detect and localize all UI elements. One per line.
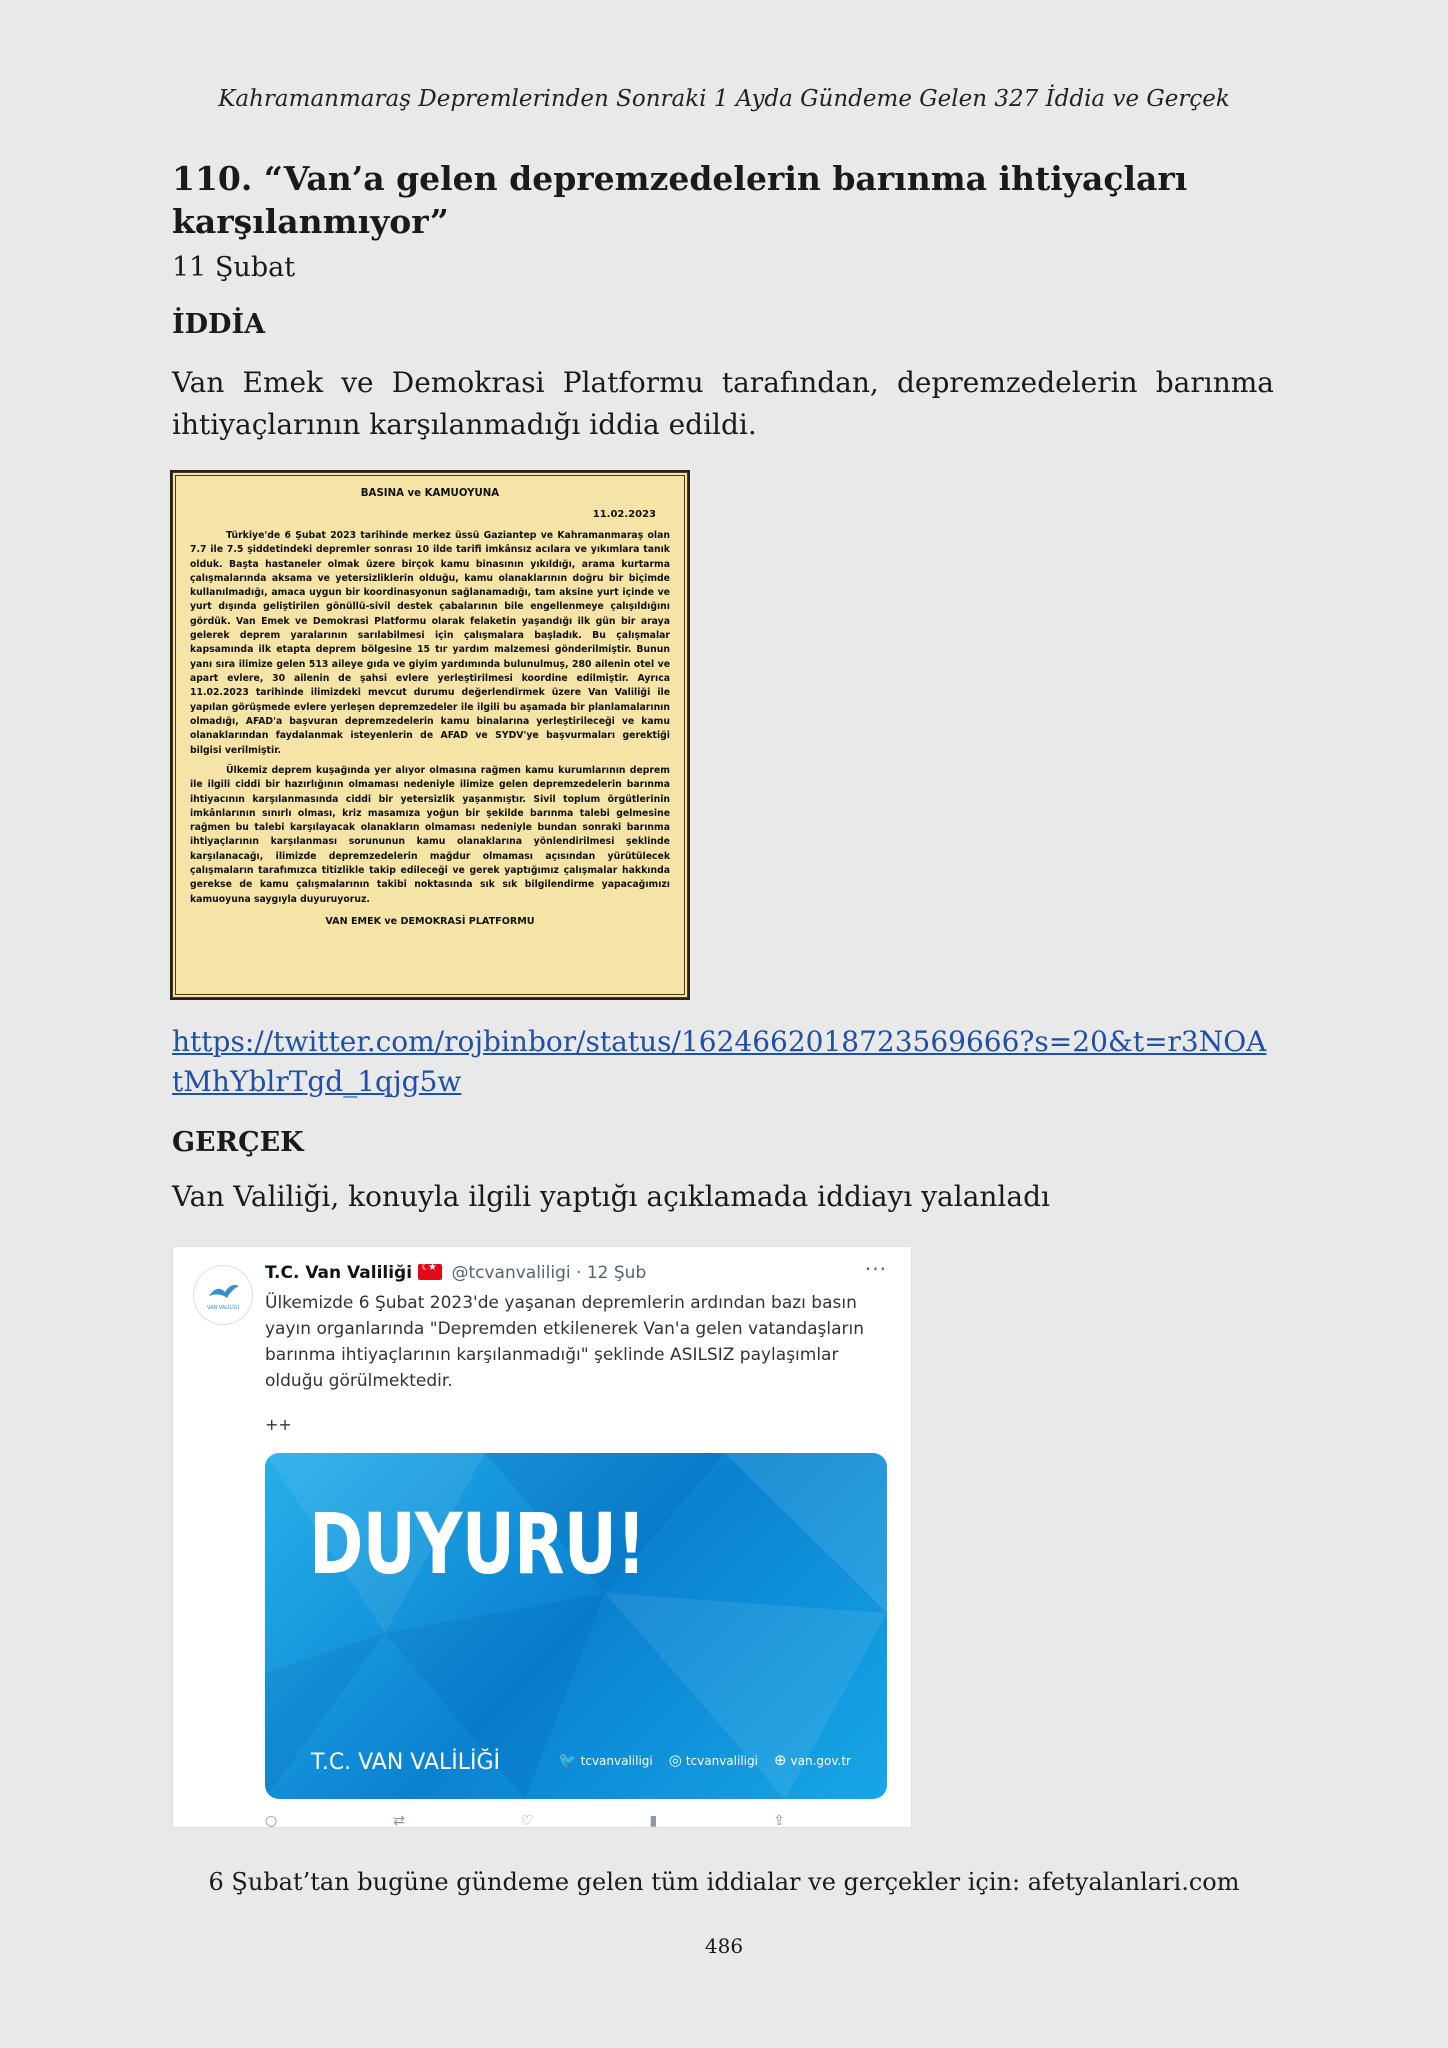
tweet-screenshot	[172, 1246, 912, 1828]
source-link[interactable]: https://twitter.com/rojbinbor/status/1624662018723569666?s=20&t=r3NOAtMhYblrTgd_1qjg5w	[172, 1024, 1267, 1098]
twitter-bird-icon: 🐦	[557, 1751, 577, 1770]
card-web: ⊕ van.gov.tr	[773, 1751, 851, 1770]
press-release-paragraph: Ülkemiz deprem kuşağında yer alıyor olmasına rağmen kamu kurumlarının deprem ile ilgili ciddi bir hazırlığının olmaması nedeniyle ilimize gelen depremzedelerin barınma ihtiyacının karşılanmasında ciddi bir yetersizlik yaşanmıştır. Sivil toplum örgütlerinin imkânlarının sınırlı olması, kriz masamıza yoğun bir şekilde barınma talebi gelmesine rağmen bu talebi karşılayacak olanakların olmaması nedeniyle bundan sonraki barınma ihtiyaçlarının karşılanması sorununun kamu olanaklarına yönlendirilmesi şeklinde karşılanacağı, ilimizde depremzedelerin mağdur olmaması açısından yürütülecek çalışmaların tarafımızca titizlikle takip edileceği ve gerek yaptığımız çalışmalar hakkında gerekse de kamu çalışmalarının takibi noktasında sık sık bilgilendirme yapacağımızı kamuoyuna saygıyla duyuruyoruz.	[190, 764, 670, 905]
fact-text: Van Valiliği, konuyla ilgili yaptığı açıklamada iddiayı yalanladı	[172, 1180, 1050, 1214]
claim-date: 11 Şubat	[172, 251, 296, 283]
reply-icon[interactable]: ○	[265, 1813, 278, 1829]
press-release-date: 11.02.2023	[592, 509, 656, 521]
page-number: 486	[704, 1934, 744, 1958]
stats-icon[interactable]: ▮	[649, 1813, 658, 1829]
instagram-icon: ◎	[668, 1751, 682, 1770]
avatar[interactable]	[193, 1265, 253, 1325]
avatar-text: VAN VALİLİĞİ	[206, 1305, 240, 1312]
globe-icon: ⊕	[773, 1751, 787, 1770]
claim-heading: İDDİA	[172, 308, 266, 340]
card-instagram: ◎ tcvanvaliligi	[668, 1751, 758, 1770]
like-icon[interactable]: ♡	[520, 1813, 534, 1829]
tweet-author-name[interactable]: T.C. Van Valiliği	[265, 1263, 413, 1284]
tweet-actions	[265, 1813, 785, 1828]
press-release-paragraph: Türkiye'de 6 Şubat 2023 tarihinde merkez üssü Gaziantep ve Kahramanmaraş olan 7.7 ile 7.5 şiddetindeki depremler sonrası 10 ilde tarifi imkânsız acılara ve yıkımlara tanık olduk. Başta hastaneler olmak üzere birçok kamu binasının yıkıldığı, arama kurtarma çalışmalarında aksama ve yetersizliklerin olduğu, kamu olanaklarının doğru bir biçimde kullanılmadığı, amaca uygun bir koordinasyonun sağlanamadığı, tam aksine yurt içinde ve yurt dışında geliştirilen gönüllü-sivil destek çabalarının bile engellenmeye çalışıldığını gördük. Van Emek ve Demokrasi Platformu olarak felaketin yaşandığı ilk gün bir araya gelerek deprem yaralarının sarılabilmesi için çalışmalara başladık. Bu çalışmalar kapsamında ilk etapta deprem bölgesine 15 tır yardım malzemesi gönderilmiştir. Bunun yanı sıra ilimize gelen 513 aileye gıda ve giyim yardımında bulunulmuş, 280 ailenin otel ve apart evlere, 30 ailenin de şahsi evlere yerleştirilmesi koordine edilmiştir. Ayrıca 11.02.2023 tarihinde ilimizdeki mevcut durumu değerlendirmek üzere Van Valiliği ile yapılan görüşmede evlere yerleşen depremzedeler ile ilgili bu aşamada bir planlamalarının olmadığı, AFAD'a başvuran depremzedelerin kamu binalarına yerleştirileceği ve kamu olanaklarından faydalanmak isteyenlerin de AFAD ve SYDV'ye başvurmaları gerektiği bilgisi verilmiştir.	[190, 529, 670, 756]
card-footer: T.C. VAN VALİLİĞİ	[311, 1750, 501, 1776]
card-twitter: 🐦 tcvanvaliligi	[557, 1751, 653, 1770]
card-headline: DUYURU!	[309, 1495, 646, 1594]
page-content	[172, 150, 1274, 1828]
press-release-title: BASINA ve KAMUOYUNA	[360, 487, 500, 499]
tweet-text: Ülkemizde 6 Şubat 2023'de yaşanan depremlerin ardından bazı basın yayın organlarında "Depremden etkilenerek Van'a gelen vatandaşların barınma ihtiyaçlarının karşılanmadığı" şeklinde ASILSIZ paylaşımlar olduğu görülmektedir.	[265, 1293, 865, 1391]
tweet-author-handle[interactable]: @tcvanvaliligi	[451, 1263, 571, 1284]
tweet-header	[265, 1263, 646, 1283]
share-icon[interactable]: ⇪	[773, 1813, 785, 1829]
running-header: Kahramanmaraş Depremlerinden Sonraki 1 Ayda Gündeme Gelen 327 İddia ve Gerçek	[218, 86, 1230, 112]
tweet-date[interactable]: · 12 Şub	[576, 1263, 647, 1284]
van-logo-icon	[203, 1278, 243, 1312]
fact-heading: GERÇEK	[172, 1127, 304, 1159]
tweet-image-card[interactable]	[265, 1453, 887, 1799]
turkish-flag-icon	[418, 1264, 442, 1280]
claim-text: Van Emek ve Demokrasi Platformu tarafından, depremzedelerin barınma ihtiyaçlarının karşılanmadığı iddia edildi.	[172, 365, 1274, 441]
press-release-signature: VAN EMEK ve DEMOKRASİ PLATFORMU	[325, 916, 535, 927]
press-release-image	[172, 472, 688, 998]
claim-title: 110. “Van’a gelen depremzedelerin barınma ihtiyaçları karşılanmıyor”	[172, 159, 1188, 241]
retweet-icon[interactable]: ⇄	[393, 1813, 405, 1829]
card-social-links	[558, 1751, 851, 1769]
page-footer: 6 Şubat’tan bugüne gündeme gelen tüm iddialar ve gerçekler için: afetyalanlari.com	[208, 1868, 1240, 1896]
more-options-icon[interactable]: ···	[864, 1257, 887, 1282]
tweet-extra-text: ++	[265, 1415, 292, 1435]
